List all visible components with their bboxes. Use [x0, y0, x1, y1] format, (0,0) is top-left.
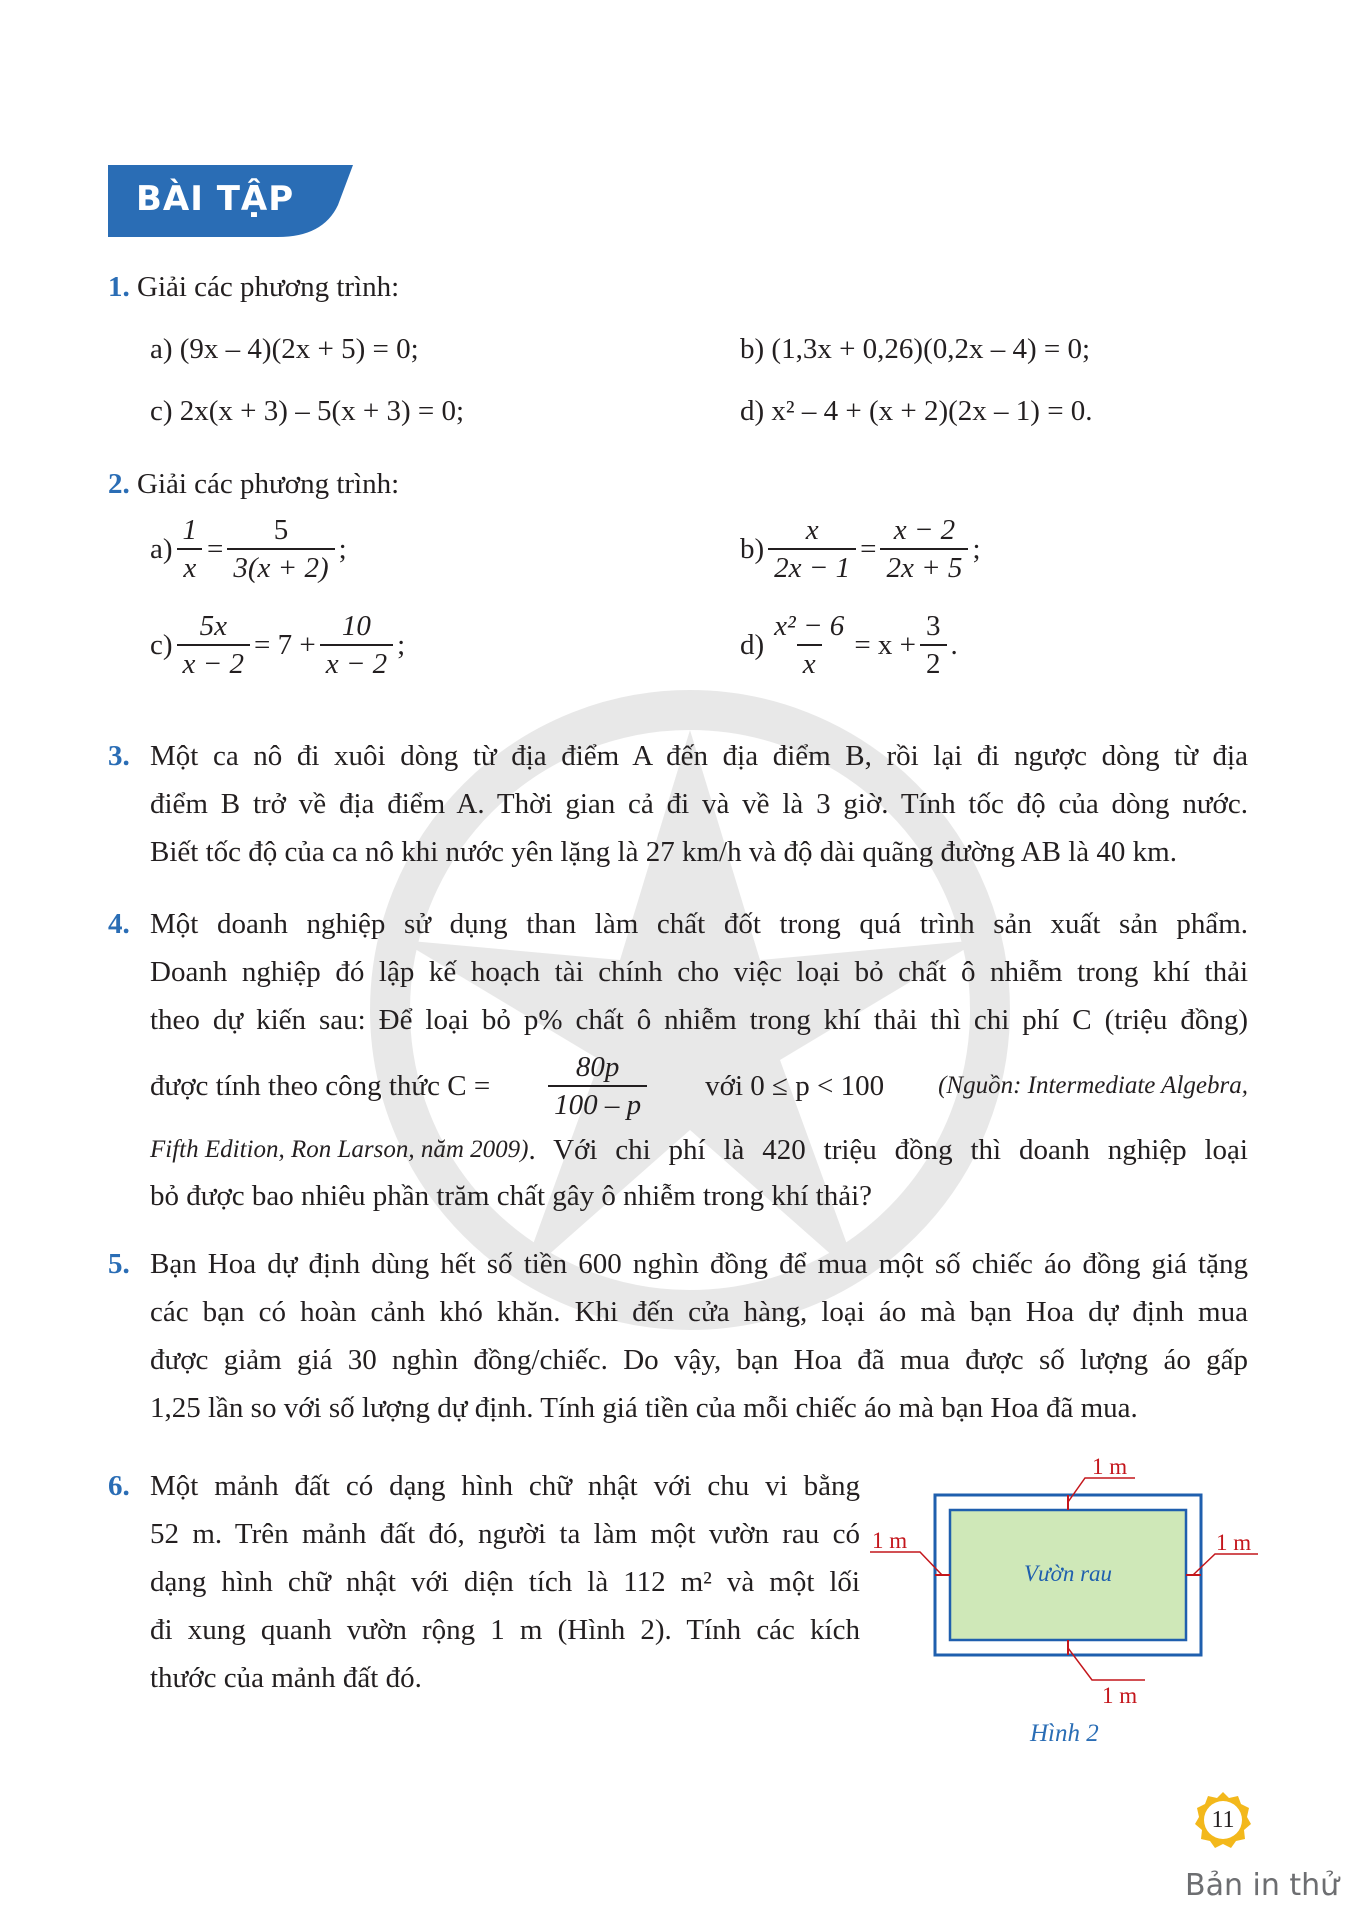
text-line: Fifth Edition, Ron Larson, năm 2009) . Với chi phí là 420 triệu đồng thì doanh nghiệp loại — [150, 1134, 1248, 1166]
exercise-6 — [108, 1462, 860, 1702]
text-line: thước của mảnh đất đó. — [150, 1662, 422, 1694]
garden-label: Vườn rau — [1023, 1561, 1113, 1586]
fraction: $\frac{3}{2}$ — [920, 608, 947, 682]
text-line: được giảm giá 30 nghìn đồng/chiếc. Do vậy, bạn Hoa đã mua được số lượng áo gấp — [150, 1344, 1248, 1376]
fraction: $\frac{\text{x² − 6}}{x}$ — [774, 610, 845, 680]
figure-caption: Hình 2 — [1030, 1720, 1099, 1747]
text-line: dạng hình chữ nhật với diện tích là 112 m² và một lối — [150, 1566, 860, 1598]
exercise-1c: c) 2x(x + 3) – 5(x + 3) = 0; — [150, 395, 465, 427]
fraction: $\frac{1}{x}$ — [177, 512, 204, 586]
text-line: đi xung quanh vườn rộng 1 m (Hình 2). Tính các kích — [150, 1614, 860, 1646]
cost-formula-fraction: $\frac{80p}{100 - p}$ — [548, 1049, 647, 1123]
exercise-1d: d) x² – 4 + (x + 2)(2x – 1) = 0. — [740, 395, 1093, 427]
page-number: 11 — [1211, 1807, 1235, 1833]
exercise-number: 6. — [108, 1470, 130, 1502]
exercise-number: 4. — [108, 908, 130, 940]
label-right: 1 m — [1216, 1530, 1252, 1555]
exercise-number: 5. — [108, 1248, 130, 1280]
text-line: Bạn Hoa dự định dùng hết số tiền 600 nghìn đồng để mua một số chiếc áo đồng giá tặng — [150, 1248, 1248, 1280]
text-line: 52 m. Trên mảnh đất đó, người ta làm một vườn rau có — [150, 1518, 860, 1550]
item-label: a) — [150, 532, 173, 565]
fraction: $\frac{10}{x - 2}$ — [320, 608, 393, 682]
figure-garden-diagram — [872, 1450, 1260, 1750]
fraction: $\frac{x}{2x - 1}$ — [768, 512, 856, 586]
text-line: 1,25 lần so với số lượng dự định. Tính giá tiền của mỗi chiếc áo mà bạn Hoa đã mua. — [150, 1392, 1138, 1424]
fraction: $\frac{5x}{x - 2}$ — [177, 608, 250, 682]
fraction: $\frac{5}{3(x + 2)}$ — [227, 512, 334, 586]
text-line: các bạn có hoàn cảnh khó khăn. Khi đến cửa hàng, loại áo mà bạn Hoa dự định mua — [150, 1296, 1248, 1328]
proof-stamp: Bản in thử — [1185, 1868, 1340, 1903]
section-header — [108, 165, 353, 237]
label-top: 1 m — [1092, 1454, 1128, 1479]
item-label: b) — [740, 532, 765, 565]
exercise-3 — [108, 732, 1248, 876]
item-label: d) — [740, 628, 765, 661]
text-line: theo dự kiến sau: Để loại bỏ p% chất ô nhiễm trong khí thải thì chi phí C (triệu đồng) — [150, 1004, 1248, 1036]
exercise-text: Giải các phương trình: — [137, 468, 400, 500]
source-citation: (Nguồn: Intermediate Algebra, — [938, 1072, 1248, 1099]
text-line: Doanh nghiệp đó lập kế hoạch tài chính cho việc loại bỏ chất ô nhiễm trong khí thải — [150, 956, 1248, 988]
exercise-1b: b) (1,3x + 0,26)(0,2x – 4) = 0; — [740, 333, 1091, 365]
exercise-number: 3. — [108, 740, 130, 772]
page-number-badge — [1193, 1790, 1253, 1850]
exercise-5 — [108, 1240, 1248, 1432]
exercise-2-prompt — [108, 465, 399, 503]
label-left: 1 m — [872, 1528, 908, 1553]
fraction: $\frac{x - 2}{2x + 5}$ — [880, 512, 968, 586]
formula-line: được tính theo công thức C = $\frac{80p}{100 - p}$ với 0 ≤ p < 100 (Nguồn: Intermediate Algebra, — [150, 1051, 1248, 1121]
exercise-2c: c) $\frac{5x}{x - 2}$ = 7 + $\frac{10}{x - 2}$ ; — [150, 610, 406, 680]
text-line: Biết tốc độ của ca nô khi nước yên lặng là 27 km/h và độ dài quãng đường AB là 40 km. — [150, 836, 1177, 868]
label-bottom: 1 m — [1102, 1683, 1138, 1708]
exercise-number: 1. — [108, 271, 130, 303]
exercise-2a: a) $\frac{1}{x}$ = $\frac{5}{3(x + 2)}$ ; — [150, 514, 347, 584]
exercise-2b: b) $\frac{x}{2x - 1}$ = $\frac{x - 2}{2x + 5}$ ; — [740, 514, 981, 584]
exercise-number: 2. — [108, 468, 130, 500]
exercise-4 — [108, 900, 1248, 1220]
text-line: Một mảnh đất có dạng hình chữ nhật với chu vi bằng — [150, 1470, 860, 1502]
text-line: điểm B trở về địa điểm A. Thời gian cả đi và về là 3 giờ. Tính tốc độ của dòng nước. — [150, 788, 1248, 820]
exercise-1-prompt — [108, 268, 399, 306]
text-line: Một doanh nghiệp sử dụng than làm chất đốt trong quá trình sản xuất sản phẩm. — [150, 908, 1248, 940]
text-line: bỏ được bao nhiêu phần trăm chất gây ô nhiễm trong khí thải? — [150, 1180, 873, 1212]
exercise-text: Giải các phương trình: — [137, 271, 400, 303]
exercise-2d: d) $\frac{\text{x² − 6}}{x}$ = x + $\frac{3}{2}$ . — [740, 610, 958, 680]
exercise-1a: a) (9x – 4)(2x + 5) = 0; — [150, 333, 419, 365]
item-label: c) — [150, 628, 173, 661]
section-title: BÀI TẬP — [136, 179, 295, 219]
text-line: Một ca nô đi xuôi dòng từ địa điểm A đến địa điểm B, rồi lại đi ngược dòng từ địa — [150, 740, 1248, 772]
